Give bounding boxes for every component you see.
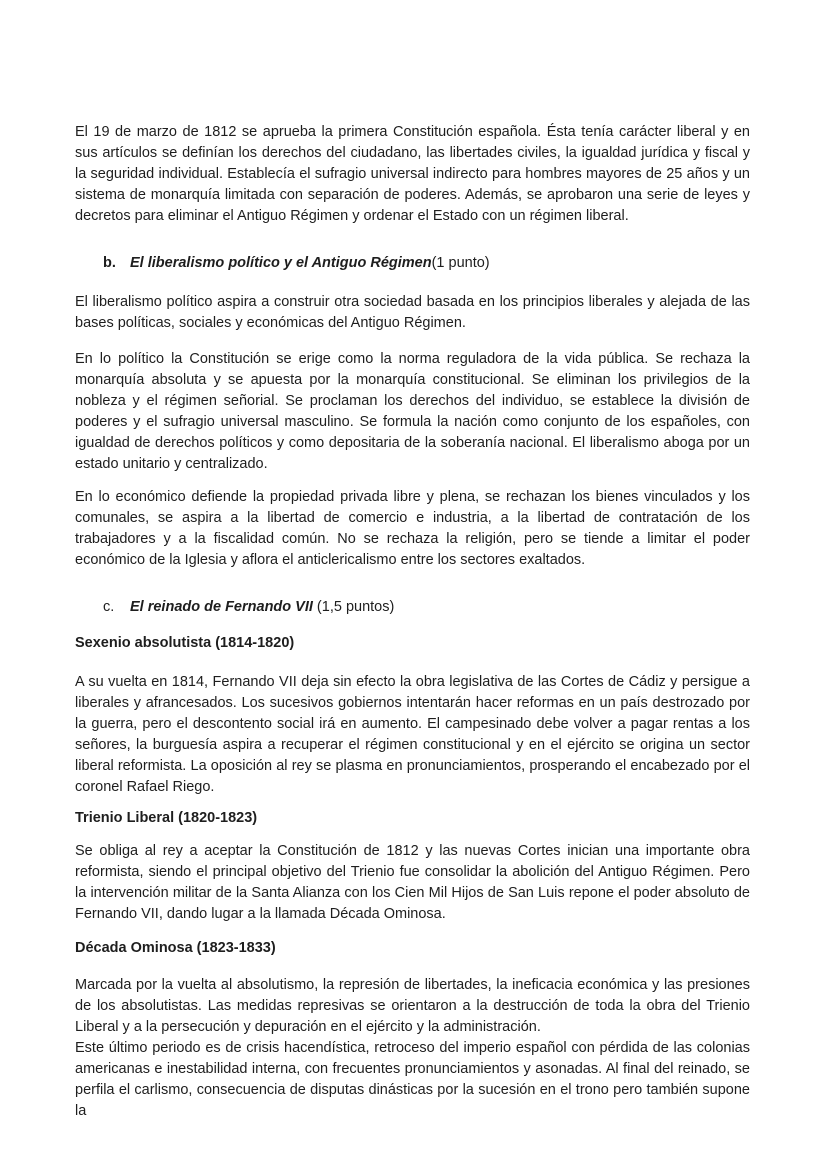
section-b-points: (1 punto)	[431, 255, 490, 271]
section-c-heading	[75, 597, 750, 618]
subheading-decada-ominosa: Década Ominosa (1823-1833)	[75, 940, 276, 956]
sexenio-paragraph: A su vuelta en 1814, Fernando VII deja sin efecto la obra legislativa de las Cortes de Cádiz y persigue a liberales y afrancesados. Los sucesivos gobiernos intentarán hacer reformas en un país destrozado por la guerra, pero el descontento social irá en aumento. El campesinado debe volver a pagar rentas a los señores, la burguesía aspira a recuperar el régimen constitucional y en el ejército se origina un sector liberal reformista. La oposición al rey se plasma en pronunciamientos, prosperando el encabezado por el coronel Rafael Riego.	[75, 674, 750, 795]
section-b-paragraph-1: El liberalismo político aspira a construir otra sociedad basada en los principios liberales y alejada de las bases políticas, sociales y económicas del Antiguo Régimen.	[75, 294, 750, 331]
decada-paragraph-1: Marcada por la vuelta al absolutismo, la represión de libertades, la ineficacia económica y las presiones de los absolutistas. Las medidas represivas se orientaron a la destrucción de toda la obra del Trienio Liberal y a la persecución y depuración en el ejército y la administración.	[75, 977, 750, 1035]
section-c-points: (1,5 puntos)	[312, 599, 395, 615]
trienio-paragraph: Se obliga al rey a aceptar la Constitución de 1812 y las nuevas Cortes inician una importante obra reformista, siendo el principal objetivo del Trienio fue consolidar la abolición del Antiguo Régimen. Pero la intervención militar de la Santa Alianza con los Cien Mil Hijos de San Luis repone el poder absoluto de Fernando VII, dando lugar a la llamada Década Ominosa.	[75, 843, 750, 922]
section-c-marker: c.	[103, 599, 115, 615]
section-b-paragraph-2: En lo político la Constitución se erige como la norma reguladora de la vida pública. Se rechaza la monarquía absoluta y se apuesta por la monarquía constitucional. Se eliminan los privilegios de la nobleza y el régimen señorial. Se proclaman los derechos del individuo, se establece la división de poderes y el sufragio universal masculino. Se formula la nación como conjunto de los españoles, con igualdad de derechos políticos y como depositaria de la soberanía nacional. El liberalismo aboga por un estado unitario y centralizado.	[75, 351, 750, 472]
section-b-paragraph-3: En lo económico defiende la propiedad privada libre y plena, se rechazan los bienes vinculados y los comunales, se aspira a la libertad de comercio e industria, a la libertad de contratación de los trabajadores y a la fiscalidad común. No se rechaza la religión, pero se tiende a limitar el poder económico de la Iglesia y aflora el anticlericalismo entre los sectores exaltados.	[75, 489, 750, 568]
subheading-sexenio-absolutista: Sexenio absolutista (1814-1820)	[75, 635, 295, 651]
section-c-title: El reinado de Fernando VII	[130, 599, 313, 615]
subheading-trienio-liberal: Trienio Liberal (1820-1823)	[75, 810, 258, 826]
intro-paragraph: El 19 de marzo de 1812 se aprueba la primera Constitución española. Ésta tenía carácter liberal y en sus artículos se definían los derechos del ciudadano, las libertades civiles, la igualdad jurídica y fiscal y la seguridad individual. Establecía el sufragio universal indirecto para hombres mayores de 25 años y un sistema de monarquía limitada con separación de poderes. Además, se aprobaron una serie de leyes y decretos para eliminar el Antiguo Régimen y ordenar el Estado con un régimen liberal.	[75, 124, 750, 224]
section-b-marker: b.	[103, 255, 116, 271]
section-b-title: El liberalismo político y el Antiguo Régimen	[130, 255, 432, 271]
decada-paragraph-2: Este último periodo es de crisis hacendística, retroceso del imperio español con pérdida de las colonias americanas e inestabilidad interna, con frecuentes pronunciamientos y asonadas. Al final del reinado, se perfila el carlismo, consecuencia de disputas dinásticas por la sucesión en el trono pero también supone la	[75, 1040, 750, 1119]
section-b-heading	[75, 253, 750, 274]
